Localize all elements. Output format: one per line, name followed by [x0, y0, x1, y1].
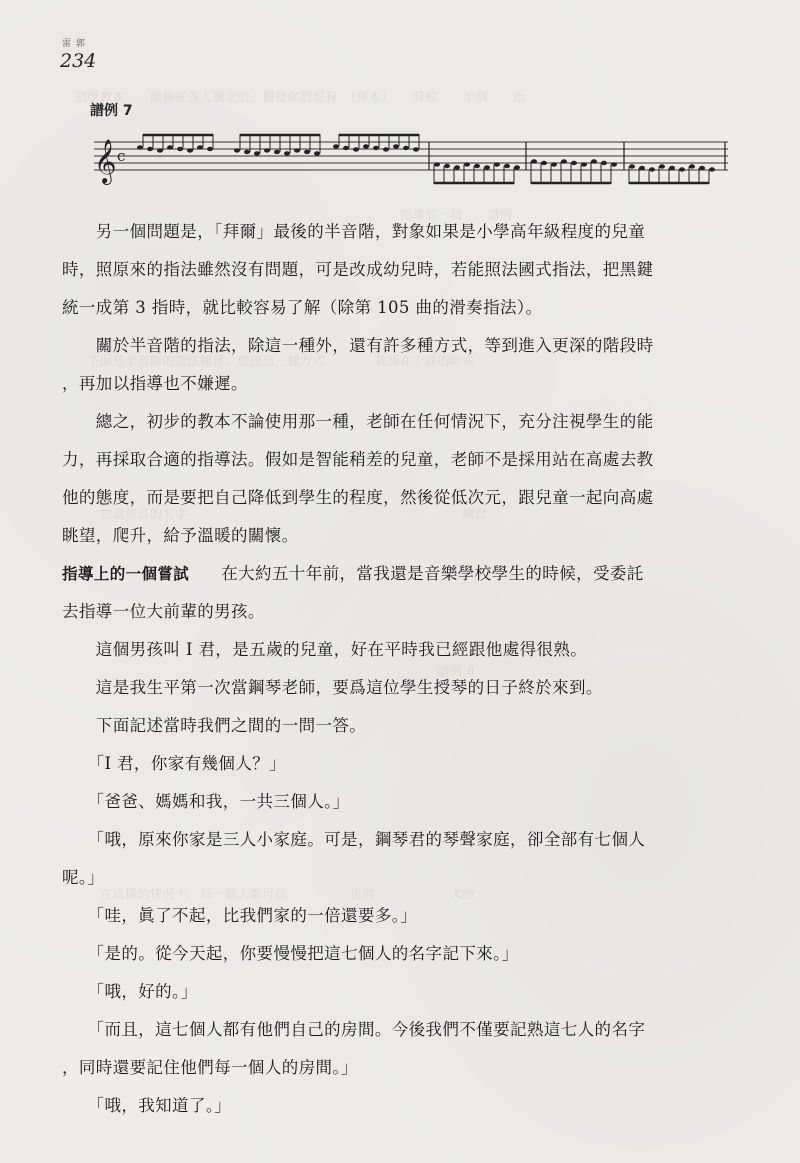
show-through-text: 譜例 8 [75, 664, 475, 678]
note-head [197, 145, 203, 149]
music-score-example-7 [92, 128, 732, 188]
dialogue-line: 「哇，眞了不起，比我們家的一倍還要多。」 [62, 906, 418, 925]
note-head [294, 148, 300, 152]
note-head [234, 148, 240, 152]
note-head [561, 159, 567, 163]
dialogue-line: 下面記述當時我們之間的一問一答。 [62, 716, 367, 735]
note-head [304, 150, 310, 154]
dialogue-line: 這是我生平第一次當鋼琴老師，要爲這位學生授琴的日子終於來到。 [62, 678, 603, 697]
note-head [571, 161, 577, 165]
paragraph-3-line-2: 力，再採取合適的指導法。假如是智能稍差的兒童，老師不是採用站在高處去教 [62, 450, 654, 469]
note-head [343, 146, 349, 150]
note-head [639, 166, 645, 170]
note-groups [137, 134, 715, 184]
note-head [649, 167, 655, 171]
show-through-text: 初學教本 能夠從各人規定的，假使你們很有 （你本） 時候 半個 指 [75, 90, 526, 104]
music-example-label: 譜例 7 [90, 103, 133, 119]
note-head [581, 162, 587, 166]
note-head [689, 164, 695, 168]
paragraph-2-line-1: 關於半音階的指法，除這一種外，還有許多種方式，等到進入更深的階段時 [62, 336, 654, 355]
note-head [147, 147, 153, 151]
note-head [551, 162, 557, 166]
dialogue-line: ，同時還要記住他們每一個人的房間。」 [62, 1058, 358, 1077]
note-head [611, 162, 617, 166]
note-head [504, 164, 510, 168]
note-head [177, 147, 183, 151]
note-head [434, 162, 440, 166]
dialogue-line: 這個男孩叫 I 君，是五歲的兒童，好在平時我已經跟他處得很熟。 [62, 640, 588, 659]
note-head [314, 151, 320, 155]
paragraph-1-line-1: 另一個問題是，「拜爾」最後的半音階，對象如果是小學高年級程度的兒童 [62, 222, 646, 241]
section-second-line: 去指導一位大前輩的男孩。 [62, 602, 265, 621]
note-head [699, 166, 705, 170]
paragraph-1-line-3: 統一成第 3 指時，就比較容易了解（除第 105 曲的滑奏指法）。 [62, 298, 543, 317]
note-head [353, 147, 359, 151]
note-head [284, 151, 290, 155]
paragraph-3-line-3: 他的態度，而是要把自己降低到學生的程度，然後從低次元，跟兒童一起向高處 [62, 488, 654, 507]
dialogue-line: 「是的。從今天起，你要慢慢把這七個人的名字記下來。」 [62, 944, 519, 963]
dialogue-line: 呢。」 [62, 868, 105, 887]
note-head [474, 164, 480, 168]
note-head [659, 164, 665, 168]
dialogue-line: 「而且，這七個人都有他們自己的房間。今後我們不僅要記熟這七人的名字 [62, 1020, 646, 1039]
treble-clef-icon: 𝄞 [94, 139, 117, 183]
paragraph-2-line-2: ，再加以指導也不嫌遲。 [62, 374, 248, 393]
note-head [464, 162, 470, 166]
note-head [514, 165, 520, 169]
note-head [254, 151, 260, 155]
note-head [393, 144, 399, 148]
dialogue-line: 「哦，我知道了。」 [62, 1096, 232, 1115]
running-head: 雷 郭 [62, 39, 86, 49]
note-head [669, 166, 675, 170]
dialogue-line: 「哦，原來你家是三人小家庭。可是，鋼琴君的琴聲家庭，卻全部有七個人 [62, 830, 646, 849]
note-head [187, 148, 193, 152]
paragraph-3-line-4: 眺望，爬升，給予溫暖的關懷。 [62, 526, 299, 545]
note-head [333, 144, 339, 148]
dialogue-line: 「爸爸、媽媽和我，一共三個人。」 [62, 792, 350, 811]
note-head [207, 147, 213, 151]
section-heading: 指導上的一個嘗試 [62, 565, 190, 583]
show-through-text: 下面是半音階的指法練習，依照這一種方式 教師在上課的時候 [75, 354, 476, 368]
paragraph-1-line-2: 時，照原來的指法雖然沒有問題，可是改成幼兒時，若能照法國式指法，把黑鍵 [62, 260, 654, 279]
note-head [373, 146, 379, 150]
note-head [363, 144, 369, 148]
note-head [709, 167, 715, 171]
dialogue-line: 「I 君，你家有幾個人？」 [62, 754, 287, 773]
note-head [629, 164, 635, 168]
note-head [679, 167, 685, 171]
common-time-icon: c [117, 147, 126, 165]
show-through-text: 把這些音的名字 練習 [75, 507, 488, 521]
note-head [494, 162, 500, 166]
note-head [454, 165, 460, 169]
page-number: 234 [60, 50, 97, 72]
note-head [413, 147, 419, 151]
section-first-line [62, 560, 742, 584]
note-head [403, 146, 409, 150]
paragraph-3-line-1: 總之，初步的教本不論使用那一種，老師在任何情況下，充分注視學生的能 [62, 412, 654, 431]
note-head [167, 145, 173, 149]
note-head [531, 159, 537, 163]
note-head [444, 164, 450, 168]
show-through-text: 指導的一個 譜例 [75, 208, 513, 222]
show-through-text: 在這樣的情況下，每一個人都可以 房間 大的 [75, 887, 476, 901]
note-head [157, 148, 163, 152]
note-head [264, 148, 270, 152]
section-first-line-text: 在大約五十年前，當我還是音樂學校學生的時候，受委託 [221, 564, 644, 583]
dialogue-line: 「哦，好的。」 [62, 982, 198, 1001]
note-head [601, 161, 607, 165]
note-head [383, 147, 389, 151]
note-head [484, 165, 490, 169]
note-head [137, 145, 143, 149]
note-head [274, 150, 280, 154]
note-head [244, 150, 250, 154]
note-head [591, 159, 597, 163]
note-head [541, 161, 547, 165]
